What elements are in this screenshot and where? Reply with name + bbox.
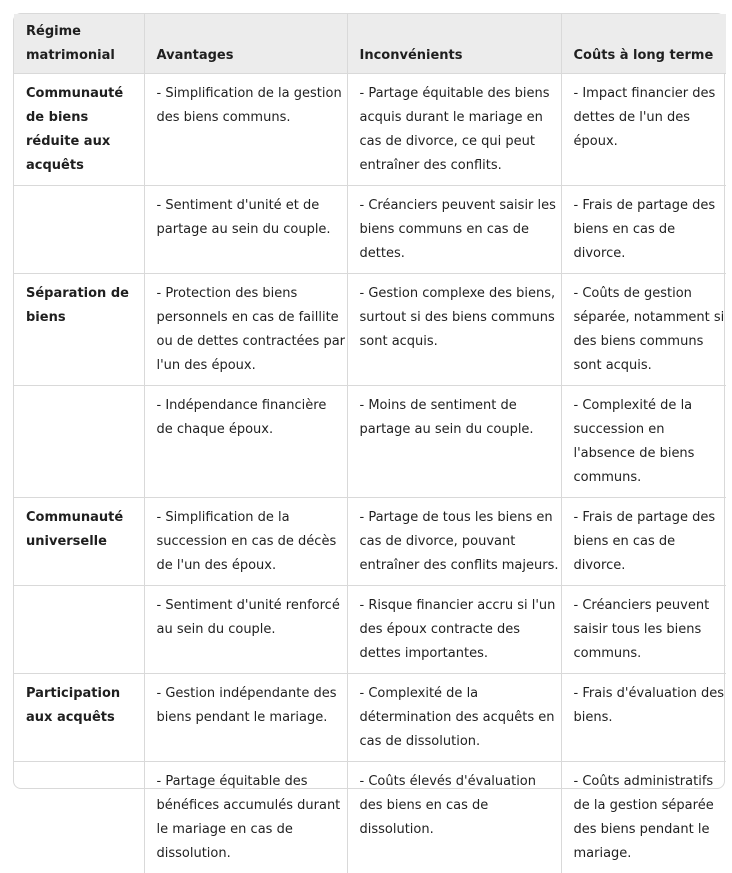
cell-inconvenients: - Coûts élevés d'évaluation des biens en cas de dissolution. [347,762,561,873]
comparison-table [14,14,726,873]
cell-regime [14,386,144,498]
header-couts: Coûts à long terme [561,14,726,74]
cell-couts: - Frais d'évaluation des biens. [561,674,726,762]
cell-couts: - Frais de partage des biens en cas de divorce. [561,186,726,274]
table-row [14,498,726,586]
table-row [14,386,726,498]
header-inconvenients: Inconvénients [347,14,561,74]
cell-couts: - Coûts administratifs de la gestion séparée des biens pendant le mariage. [561,762,726,873]
cell-inconvenients: - Partage équitable des biens acquis durant le mariage en cas de divorce, ce qui peut entraîner des conflits. [347,74,561,186]
cell-regime: Participation aux acquêts [14,674,144,762]
cell-regime: Communauté de biens réduite aux acquêts [14,74,144,186]
cell-avantages: - Sentiment d'unité renforcé au sein du couple. [144,586,347,674]
table-row [14,674,726,762]
cell-avantages: - Sentiment d'unité et de partage au sein du couple. [144,186,347,274]
cell-avantages: - Partage équitable des bénéfices accumulés durant le mariage en cas de dissolution. [144,762,347,873]
table-row [14,186,726,274]
cell-regime [14,186,144,274]
cell-inconvenients: - Gestion complexe des biens, surtout si des biens communs sont acquis. [347,274,561,386]
cell-couts: - Frais de partage des biens en cas de divorce. [561,498,726,586]
cell-inconvenients: - Moins de sentiment de partage au sein du couple. [347,386,561,498]
comparison-table-container [13,13,725,789]
cell-inconvenients: - Créanciers peuvent saisir les biens communs en cas de dettes. [347,186,561,274]
header-avantages: Avantages [144,14,347,74]
cell-regime [14,586,144,674]
cell-inconvenients: - Complexité de la détermination des acquêts en cas de dissolution. [347,674,561,762]
header-regime: Régime matrimonial [14,14,144,74]
table-row [14,74,726,186]
cell-avantages: - Gestion indépendante des biens pendant le mariage. [144,674,347,762]
cell-inconvenients: - Partage de tous les biens en cas de divorce, pouvant entraîner des conflits majeurs. [347,498,561,586]
cell-couts: - Impact financier des dettes de l'un des époux. [561,74,726,186]
table-row [14,274,726,386]
cell-avantages: - Simplification de la gestion des biens communs. [144,74,347,186]
cell-couts: - Coûts de gestion séparée, notamment si des biens communs sont acquis. [561,274,726,386]
cell-inconvenients: - Risque financier accru si l'un des époux contracte des dettes importantes. [347,586,561,674]
cell-regime: Communauté universelle [14,498,144,586]
cell-regime [14,762,144,873]
cell-avantages: - Simplification de la succession en cas de décès de l'un des époux. [144,498,347,586]
cell-couts: - Complexité de la succession en l'absence de biens communs. [561,386,726,498]
table-header-row [14,14,726,74]
table-row [14,586,726,674]
cell-couts: - Créanciers peuvent saisir tous les biens communs. [561,586,726,674]
cell-avantages: - Indépendance financière de chaque époux. [144,386,347,498]
cell-regime: Séparation de biens [14,274,144,386]
table-row [14,762,726,873]
cell-avantages: - Protection des biens personnels en cas de faillite ou de dettes contractées par l'un des époux. [144,274,347,386]
